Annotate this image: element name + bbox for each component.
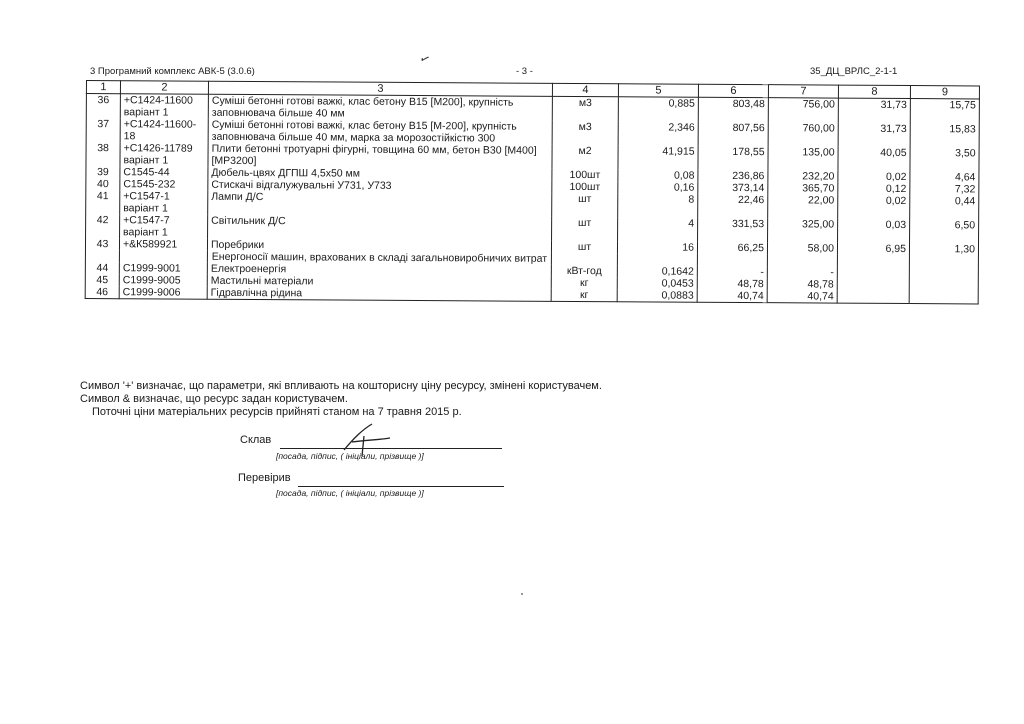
row-number: 37 xyxy=(86,118,120,142)
quantity-cell: 0,16 xyxy=(618,181,698,193)
quantity-cell: 2,346 xyxy=(618,121,698,145)
value-cell: 7,32 xyxy=(910,183,979,195)
resource-code: С1999-9001 xyxy=(119,262,207,275)
value-cell: 0,02 xyxy=(838,195,910,219)
row-number: 40 xyxy=(86,178,120,190)
resource-code: С1999-9005 xyxy=(119,274,207,287)
col-header: 1 xyxy=(86,81,120,94)
price-cell: 40,74 xyxy=(697,290,767,303)
resource-code: +С1426-11789 варіант 1 xyxy=(120,142,208,167)
resource-code: С1545-44 xyxy=(120,166,208,179)
price-cell: 756,00 xyxy=(768,98,838,123)
value-cell: 0,03 xyxy=(838,219,910,243)
price-cell: 22,00 xyxy=(768,194,838,218)
resource-name: Гідравлічна рідина xyxy=(207,287,551,302)
col-header: 8 xyxy=(838,85,910,98)
price-cell: 365,70 xyxy=(768,182,838,194)
quantity-cell: 16 xyxy=(617,241,697,253)
resource-name: Світильник Д/С xyxy=(208,215,552,241)
row-number: 45 xyxy=(85,274,119,286)
value-cell: 0,02 xyxy=(838,171,910,183)
value-cell: 31,73 xyxy=(838,98,910,123)
quantity-cell: 0,08 xyxy=(618,169,698,181)
unit-cell: м3 xyxy=(552,121,618,145)
row-number: 36 xyxy=(86,94,120,119)
value-cell xyxy=(909,267,978,279)
resource-code: +С1547-1 варіант 1 xyxy=(120,190,208,215)
unit-cell: м3 xyxy=(552,96,618,121)
resource-code: +С1424-11600-18 xyxy=(120,118,208,143)
price-cell: 331,53 xyxy=(698,218,768,242)
scan-speck xyxy=(520,592,524,596)
value-cell xyxy=(909,291,978,304)
table-body xyxy=(85,94,979,304)
value-cell: 1,30 xyxy=(909,243,978,255)
resource-code: С1999-9006 xyxy=(119,286,207,299)
empty-cell xyxy=(551,253,617,265)
empty-cell xyxy=(909,255,978,267)
quantity-cell: 41,915 xyxy=(618,145,698,169)
unit-cell: шт xyxy=(551,241,617,253)
checked-caption: [посада, підпис, ( ініціали, прізвище )] xyxy=(276,488,424,498)
col-header: 9 xyxy=(910,86,979,99)
value-cell: 6,50 xyxy=(910,219,979,243)
price-cell: 66,25 xyxy=(697,242,767,254)
price-cell: 232,20 xyxy=(768,170,838,182)
price-cell: 325,00 xyxy=(768,218,838,242)
resource-name: Стискачі відгалужувальні У731, У733 xyxy=(208,179,552,193)
quantity-cell: 0,885 xyxy=(618,97,698,122)
col-header: 2 xyxy=(120,81,208,95)
row-number: 44 xyxy=(85,262,119,274)
row-number: 42 xyxy=(86,214,120,238)
quantity-cell: 8 xyxy=(618,193,698,217)
price-cell: 178,55 xyxy=(698,146,768,170)
value-cell xyxy=(837,291,909,304)
section-title: Енергоносії машин, врахованих в складі загальновиробничих витрат xyxy=(207,251,551,265)
price-cell: 48,78 xyxy=(697,278,767,290)
resource-name: Електроенергія xyxy=(207,263,551,277)
quantity-cell: 0,0453 xyxy=(617,277,697,289)
row-number: 46 xyxy=(85,286,119,299)
price-cell: - xyxy=(697,266,767,278)
row-number: 39 xyxy=(86,166,120,178)
row-number: 38 xyxy=(86,142,120,166)
resource-name: Плити бетонні тротуарні фігурні, товщина 60 мм, бетон В30 [М400] [МР3200] xyxy=(208,143,552,169)
price-cell: 135,00 xyxy=(768,146,838,170)
resource-code: +&К589921 xyxy=(119,238,207,251)
price-cell: 236,86 xyxy=(698,170,768,182)
quantity-cell: 4 xyxy=(618,217,698,241)
value-cell: 0,44 xyxy=(910,195,979,219)
col-header: 4 xyxy=(552,83,618,96)
footnotes xyxy=(80,380,602,419)
unit-cell: кг xyxy=(551,289,617,302)
row-number: 41 xyxy=(86,190,120,214)
empty-cell xyxy=(697,254,767,266)
resource-code: +С1424-11600 варіант 1 xyxy=(120,94,208,119)
price-cell: 40,74 xyxy=(767,290,837,303)
document-code: 35_ДЦ_ВРЛС_2-1-1 xyxy=(810,66,898,77)
plus-symbol-note: Символ '+' визначає, що параметри, які впливають на кошторисну ціну ресурсу, змінені користувачем. xyxy=(80,380,602,392)
amp-symbol-note: Символ & визначає, що ресурс задан користувачем. xyxy=(80,393,348,405)
pen-tick-mark: ✓ xyxy=(417,50,433,68)
value-cell: 15,75 xyxy=(910,99,979,124)
resource-name: Мастильні матеріали xyxy=(207,275,551,289)
empty-cell xyxy=(837,255,909,267)
price-cell: 803,48 xyxy=(698,97,768,122)
value-cell: 15,83 xyxy=(910,123,979,147)
unit-cell: кВт-год xyxy=(551,265,617,277)
handwritten-signature xyxy=(338,420,398,460)
unit-cell: 100шт xyxy=(552,169,618,181)
price-cell: - xyxy=(767,266,837,278)
composed-label: Склав xyxy=(240,434,272,446)
value-cell xyxy=(837,267,909,279)
price-cell: 58,00 xyxy=(767,242,837,254)
page-number: - 3 - xyxy=(516,66,533,77)
resources-table xyxy=(85,80,980,304)
price-cell: 807,56 xyxy=(698,122,768,146)
col-header: 6 xyxy=(698,84,768,97)
col-header: 7 xyxy=(768,85,838,98)
empty-cell xyxy=(85,250,119,262)
resource-name: Суміші бетонні готові важкі, клас бетону В15 [М200], крупність заповнювача більше 40 мм xyxy=(208,94,552,121)
empty-cell xyxy=(617,253,697,265)
value-cell: 40,05 xyxy=(838,147,910,171)
price-cell: 48,78 xyxy=(767,278,837,290)
quantity-cell: 0,1642 xyxy=(617,265,697,277)
price-cell: 760,00 xyxy=(768,122,838,146)
prices-date-note: Поточні ціни матеріальних ресурсів прийняті станом на 7 травня 2015 р. xyxy=(92,406,462,418)
unit-cell: м2 xyxy=(552,145,618,169)
empty-cell xyxy=(119,250,207,263)
value-cell: 6,95 xyxy=(837,243,909,255)
price-cell: 22,46 xyxy=(698,194,768,218)
checked-label: Перевірив xyxy=(238,472,291,484)
resource-code: С1545-232 xyxy=(120,178,208,191)
value-cell: 0,12 xyxy=(838,183,910,195)
quantity-cell: 0,0883 xyxy=(617,289,697,302)
value-cell xyxy=(909,279,978,291)
resource-name: Дюбель-цвях ДГПШ 4,5х50 мм xyxy=(208,167,552,181)
unit-cell: шт xyxy=(552,217,618,241)
composed-caption: [посада, підпис, ( ініціали, прізвище )] xyxy=(276,451,424,461)
checked-signature-line xyxy=(298,486,504,487)
value-cell: 3,50 xyxy=(910,147,979,171)
price-cell: 373,14 xyxy=(698,182,768,194)
value-cell: 31,73 xyxy=(838,123,910,147)
resource-name: Лампи Д/С xyxy=(208,191,552,217)
resource-code: +С1547-7 варіант 1 xyxy=(120,214,208,239)
unit-cell: кг xyxy=(551,277,617,289)
program-name: 3 Програмний комплекс АВК-5 (3.0.6) xyxy=(90,66,255,77)
unit-cell: шт xyxy=(552,193,618,217)
col-header: 5 xyxy=(618,84,698,97)
unit-cell: 100шт xyxy=(552,181,618,193)
col-header: 3 xyxy=(208,81,552,96)
resource-name: Поребрики xyxy=(207,239,551,253)
value-cell: 4,64 xyxy=(910,171,979,183)
resource-name: Суміші бетонні готові важкі, клас бетону В15 [М-200], крупність заповнювача більше 40 мм, марка за морозостійкістю 300 xyxy=(208,119,552,145)
empty-cell xyxy=(767,254,837,266)
value-cell xyxy=(837,279,909,291)
row-number: 43 xyxy=(85,238,119,250)
